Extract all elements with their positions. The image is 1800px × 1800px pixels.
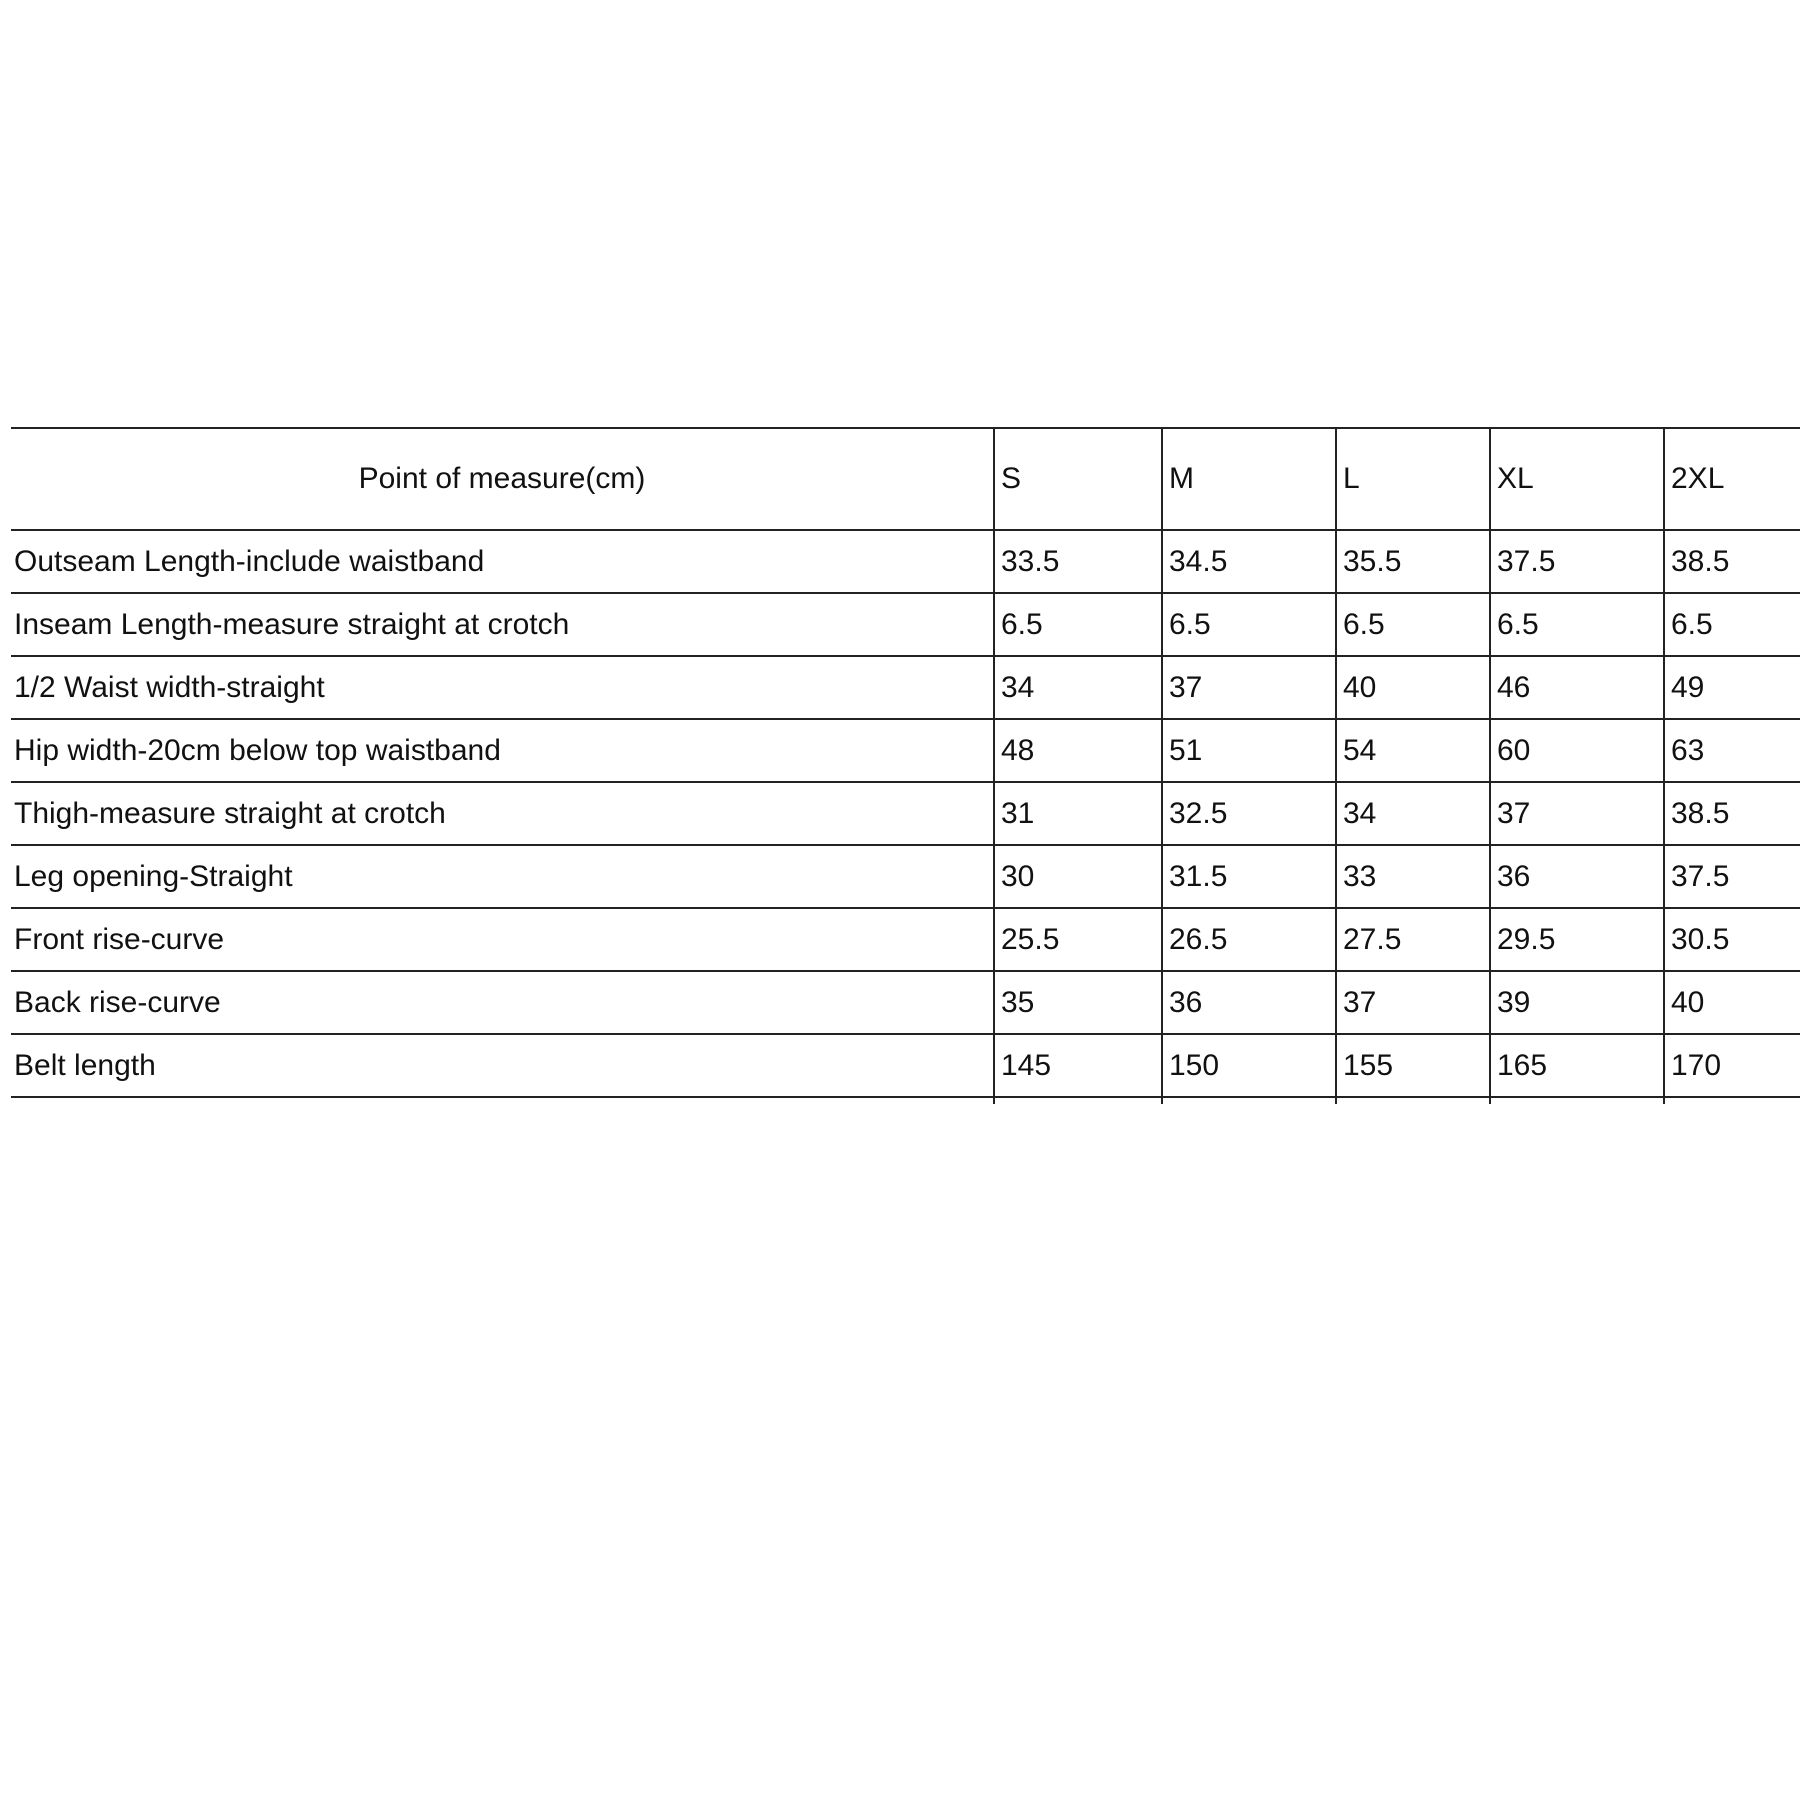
cell-l: 33 [1335,846,1489,907]
row-label: Front rise-curve [14,922,225,956]
cell-s: 31 [993,783,1161,844]
cell-xl: 37.5 [1489,531,1663,592]
cell-s: 48 [993,720,1161,781]
cell-m: 51 [1161,720,1335,781]
cell-m: 32.5 [1161,783,1335,844]
cell-xl: 165 [1489,1035,1663,1096]
table-row [11,531,1800,594]
row-label: Hip width-20cm below top waistband [14,733,501,767]
cell-m: 26.5 [1161,909,1335,970]
cell-2xl: 40 [1663,972,1800,1033]
stub-divider [1335,1098,1489,1104]
cell-s: 6.5 [993,594,1161,655]
table-row [11,1035,1800,1098]
table-header-row [11,427,1800,531]
cell-m: 150 [1161,1035,1335,1096]
stub-divider [1663,1098,1800,1104]
header-size-xl: XL [1489,429,1663,529]
row-label: Inseam Length-measure straight at crotch [14,607,570,641]
cell-s: 34 [993,657,1161,718]
cell-xl: 46 [1489,657,1663,718]
cell-m: 31.5 [1161,846,1335,907]
table-row [11,657,1800,720]
cell-s: 145 [993,1035,1161,1096]
row-label: Leg opening-Straight [14,859,293,893]
table-bottom-stubs [11,1098,1800,1104]
cell-s: 30 [993,846,1161,907]
table-row [11,783,1800,846]
header-size-l: L [1335,429,1489,529]
cell-s: 33.5 [993,531,1161,592]
header-size-2xl: 2XL [1663,429,1800,529]
cell-xl: 29.5 [1489,909,1663,970]
cell-l: 54 [1335,720,1489,781]
cell-l: 34 [1335,783,1489,844]
cell-l: 37 [1335,972,1489,1033]
cell-2xl: 38.5 [1663,531,1800,592]
cell-m: 34.5 [1161,531,1335,592]
cell-2xl: 49 [1663,657,1800,718]
cell-s: 25.5 [993,909,1161,970]
cell-2xl: 38.5 [1663,783,1800,844]
row-label: Thigh-measure straight at crotch [14,796,446,830]
table-row [11,972,1800,1035]
header-size-m: M [1161,429,1335,529]
cell-xl: 37 [1489,783,1663,844]
cell-l: 40 [1335,657,1489,718]
cell-2xl: 170 [1663,1035,1800,1096]
cell-2xl: 6.5 [1663,594,1800,655]
stub-divider [993,1098,1161,1104]
cell-xl: 36 [1489,846,1663,907]
header-point-of-measure: Point of measure(cm) [358,462,646,495]
row-label: Outseam Length-include waistband [14,544,485,578]
cell-xl: 60 [1489,720,1663,781]
cell-xl: 6.5 [1489,594,1663,655]
cell-m: 37 [1161,657,1335,718]
cell-2xl: 30.5 [1663,909,1800,970]
row-label: Belt length [14,1048,156,1082]
cell-s: 35 [993,972,1161,1033]
cell-l: 6.5 [1335,594,1489,655]
cell-2xl: 37.5 [1663,846,1800,907]
cell-xl: 39 [1489,972,1663,1033]
stub-spacer [11,1098,993,1104]
cell-l: 155 [1335,1035,1489,1096]
cell-l: 35.5 [1335,531,1489,592]
table-row [11,594,1800,657]
table-row [11,720,1800,783]
cell-m: 36 [1161,972,1335,1033]
row-label: 1/2 Waist width-straight [14,670,325,704]
header-size-s: S [993,429,1161,529]
table-row [11,909,1800,972]
cell-2xl: 63 [1663,720,1800,781]
size-chart-table [11,427,1800,1104]
table-row [11,846,1800,909]
cell-l: 27.5 [1335,909,1489,970]
row-label: Back rise-curve [14,985,221,1019]
stub-divider [1161,1098,1335,1104]
cell-m: 6.5 [1161,594,1335,655]
stub-divider [1489,1098,1663,1104]
